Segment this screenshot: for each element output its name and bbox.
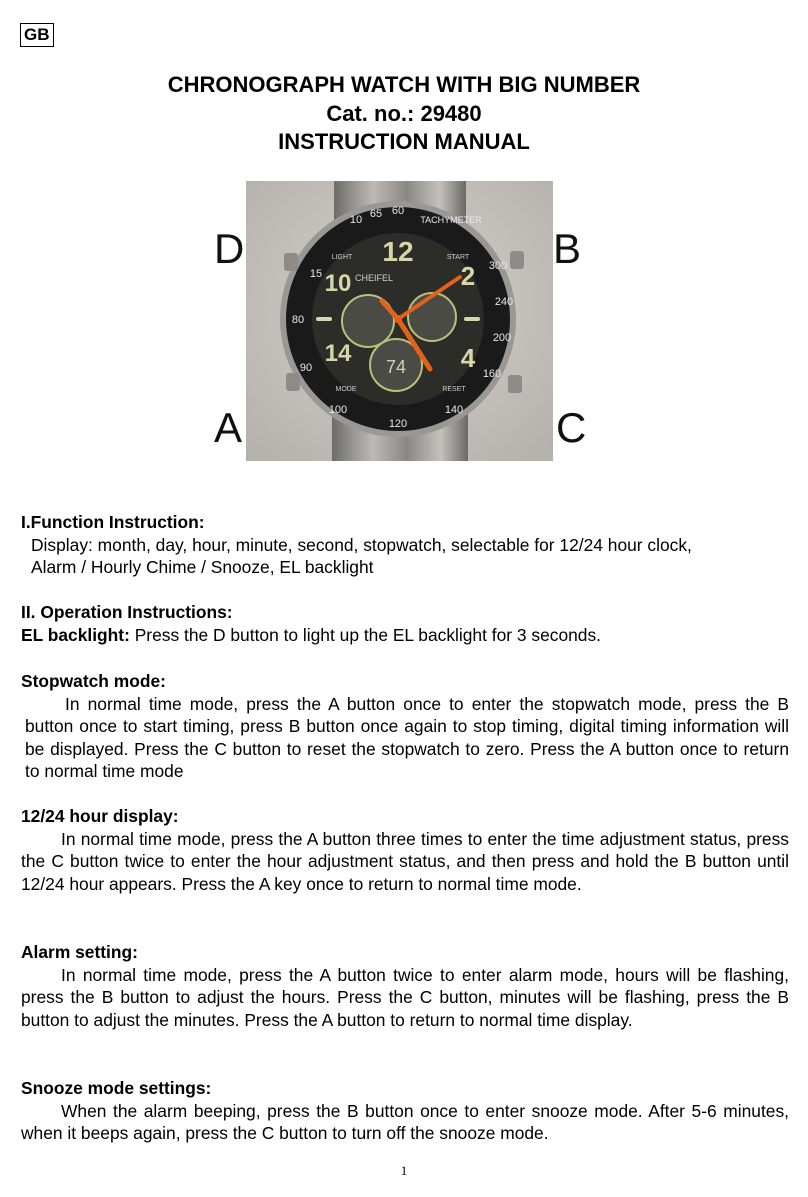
hour-display-text: In normal time mode, press the A button three times to enter the time adjustment status, press the C button twice to enter the hour adjustment status, and then press and hold the B button until 12/24 hour appears. Press the A key once to return to normal time mode. [21, 828, 789, 894]
catalog-number: Cat. no.: 29480 [326, 101, 482, 126]
dial-start-label: START [446, 254, 470, 261]
lcd-time: 74 [385, 357, 407, 377]
watch-illustration [246, 181, 553, 461]
stopwatch-heading: Stopwatch mode: [21, 671, 166, 691]
label-a: A [214, 404, 243, 451]
language-badge: GB [20, 23, 54, 47]
function-heading: I.Function Instruction: [21, 512, 205, 532]
snooze-heading: Snooze mode settings: [21, 1078, 212, 1098]
bezel-number: 90 [299, 362, 313, 374]
label-c: C [556, 404, 587, 451]
dial-mode-label: MODE [335, 386, 357, 393]
snooze-text: When the alarm beeping, press the B button once to enter snooze mode. After 5-6 minutes, when it beeps again, press the C button to turn off the snooze mode. [21, 1100, 789, 1143]
alarm-text: In normal time mode, press the A button twice to enter alarm mode, hours will be flashing, press the B button to adjust the hours. Press the C button, minutes will be flashing, press the B button to adjust the minutes. Press the A button to return to normal time display. [21, 964, 789, 1030]
bezel-number: 65 [369, 208, 383, 220]
bezel-number: 140 [444, 404, 464, 416]
dial-reset-label: RESET [442, 386, 466, 393]
function-instruction-section [21, 511, 789, 579]
dial-light-label: LIGHT [331, 254, 353, 261]
alarm-heading: Alarm setting: [21, 942, 138, 962]
stopwatch-text: In normal time mode, press the A button once to enter the stopwatch mode, press the B button once to start timing, press B button once again to stop timing, digital timing information will be displayed. Press the C button to reset the stopwatch to zero. Press the A button once to return to normal time mode [25, 693, 789, 781]
hour-display-heading: 12/24 hour display: [21, 806, 179, 826]
document-title: CHRONOGRAPH WATCH WITH BIG NUMBER [167, 72, 641, 97]
lcd-bottom: 14 [324, 340, 352, 367]
label-d: D [214, 225, 245, 272]
pusher-c [508, 375, 522, 393]
bezel-number: 120 [388, 418, 408, 430]
stopwatch-section [21, 670, 789, 783]
pusher-a [286, 373, 300, 391]
hour-marker-4: 4 [460, 343, 476, 373]
bezel-number: 240 [494, 296, 514, 308]
label-b: B [553, 225, 582, 272]
lcd-top: 10 [324, 270, 352, 297]
hour-display-section [21, 805, 789, 895]
hour-marker-12: 12 [382, 236, 414, 267]
pusher-d [284, 253, 298, 271]
operation-section [21, 601, 789, 646]
tachymeter-label: TACHYMETER [420, 215, 482, 225]
snooze-section [21, 1077, 789, 1145]
page-number: 1 [400, 1163, 408, 1178]
el-backlight-text: Press the D button to light up the EL backlight for 3 seconds. [129, 624, 601, 645]
watch-photo [246, 181, 553, 461]
el-backlight-paragraph [21, 624, 789, 647]
operation-heading: II. Operation Instructions: [21, 602, 233, 622]
pusher-b [510, 251, 524, 269]
bezel-number: 10 [349, 214, 363, 226]
function-line-2: Alarm / Hourly Chime / Snooze, EL backlight [31, 557, 374, 577]
function-line-1: Display: month, day, hour, minute, second, stopwatch, selectable for 12/24 hour clock, [31, 534, 692, 555]
bezel-number: 300 [488, 260, 508, 272]
right-subdial [408, 293, 456, 341]
el-backlight-label: EL backlight: [21, 624, 130, 645]
bezel-number: 100 [328, 404, 348, 416]
bezel-number: 80 [291, 314, 305, 326]
alarm-section [21, 941, 789, 1031]
hour-marker-2: 2 [460, 261, 476, 291]
manual-subtitle: INSTRUCTION MANUAL [278, 129, 530, 154]
bezel-number: 15 [309, 268, 323, 280]
bezel-number: 60 [391, 205, 405, 217]
watch-figure [210, 175, 610, 475]
bezel-number: 160 [482, 368, 502, 380]
bezel-number: 200 [492, 332, 512, 344]
brand-name: CHEIFEL [354, 273, 394, 283]
